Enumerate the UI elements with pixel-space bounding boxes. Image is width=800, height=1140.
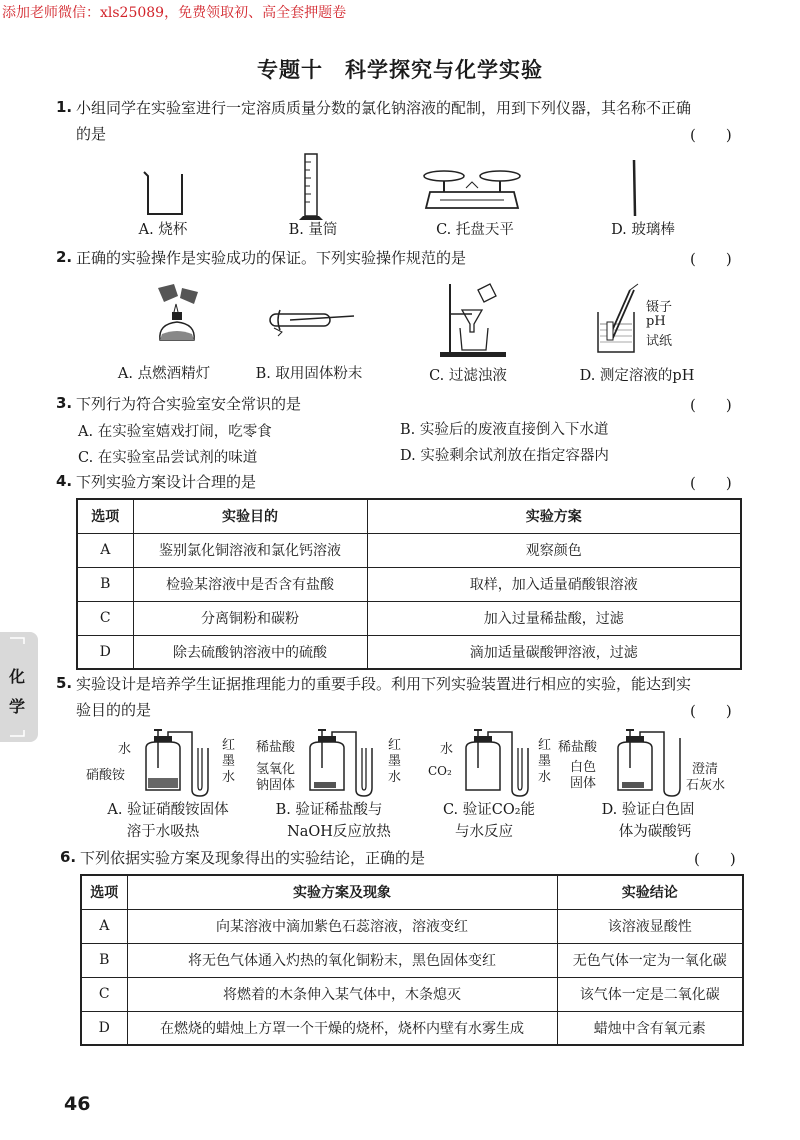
table-cell: B	[81, 943, 127, 977]
label-naoh-2: 钠固体	[256, 778, 296, 793]
table-header: 实验结论	[557, 875, 743, 909]
label-red-ink-b2: 墨	[388, 754, 402, 769]
table-cell: 无色气体一定为一氧化碳	[557, 943, 743, 977]
q1-caption-d: D. 玻璃棒	[611, 222, 675, 238]
q2-number: 2.	[56, 248, 73, 266]
table-cell: A	[81, 909, 127, 943]
q1-number: 1.	[56, 98, 73, 116]
q1-text-line1: 小组同学在实验室进行一定溶质质量分数的氯化钠溶液的配制，用到下列仪器，其名称不正确	[76, 99, 692, 117]
table-header: 选项	[81, 875, 127, 909]
q1-answer-blank: ( )	[690, 126, 732, 144]
q3-option-b: B. 实验后的废液直接倒入下水道	[400, 422, 609, 438]
label-red-ink-c2: 墨	[538, 754, 552, 769]
label-dilute-hcl-b: 稀盐酸	[256, 740, 296, 755]
table-cell: 将燃着的木条伸入某气体中，木条熄灭	[127, 977, 557, 1011]
label-tweezers: 镊子	[646, 300, 673, 315]
table-cell: 除去硫酸钠溶液中的硫酸	[133, 635, 367, 669]
q3-option-d: D. 实验剩余试剂放在指定容器内	[400, 448, 609, 464]
label-red-ink-b3: 水	[388, 770, 402, 785]
q4-number: 4.	[56, 472, 73, 490]
q2-caption-b: B. 取用固体粉末	[255, 366, 363, 382]
table-cell: C	[77, 601, 133, 635]
q2-caption-d: D. 测定溶液的pH	[579, 368, 695, 384]
q2-caption-a: A. 点燃酒精灯	[117, 366, 211, 382]
table-cell: C	[81, 977, 127, 1011]
q4-text: 下列实验方案设计合理的是	[76, 473, 257, 491]
q2-text: 正确的实验操作是实验成功的保证。下列实验操作规范的是	[76, 249, 467, 267]
q5-text-line2: 验目的的是	[76, 701, 152, 719]
label-water-c: 水	[440, 742, 454, 757]
label-water-a: 水	[118, 742, 132, 757]
label-red-ink-c1: 红	[538, 738, 552, 753]
balance-scale-icon	[420, 168, 524, 216]
table-header: 实验方案及现象	[127, 875, 557, 909]
side-tab-char-1: 化	[9, 667, 26, 686]
label-white-solid-1: 白色	[570, 760, 597, 775]
page-number: 46	[64, 1093, 91, 1115]
q5-caption-b1: B. 验证稀盐酸与	[275, 802, 383, 818]
table-header-row	[77, 499, 741, 533]
q1-caption-b: B. 量筒	[288, 222, 338, 238]
subject-side-tab	[0, 632, 38, 742]
q5-caption-c1: C. 验证CO₂能	[442, 802, 536, 818]
table-cell: D	[77, 635, 133, 669]
side-tab-char-2: 学	[9, 697, 26, 716]
test-tube-spatula-icon	[266, 302, 356, 338]
label-red-ink-a3: 水	[222, 770, 236, 785]
q3-text: 下列行为符合实验室安全常识的是	[76, 395, 302, 413]
label-naoh-1: 氢氧化	[256, 762, 296, 777]
q6-text: 下列依据实验方案及现象得出的实验结论，正确的是	[80, 849, 426, 867]
table-cell: B	[77, 567, 133, 601]
table-cell: 该气体一定是二氧化碳	[557, 977, 743, 1011]
q1-text-line2: 的是	[76, 125, 107, 143]
label-ammonium-nitrate: 硝酸铵	[86, 768, 126, 783]
table-cell: 观察颜色	[367, 533, 741, 567]
q3-number: 3.	[56, 394, 73, 412]
q5-caption-c2: 与水反应	[455, 824, 513, 840]
table-cell: 加入过量稀盐酸，过滤	[367, 601, 741, 635]
label-red-ink-a2: 墨	[222, 754, 236, 769]
label-limewater-2: 石灰水	[686, 778, 726, 793]
table-cell: 该溶液显酸性	[557, 909, 743, 943]
q1-caption-c: C. 托盘天平	[436, 222, 514, 238]
label-co2-c: CO₂	[428, 764, 452, 778]
table-header: 实验目的	[133, 499, 367, 533]
q5-caption-d2: 体为碳酸钙	[618, 824, 692, 840]
label-red-ink-b1: 红	[388, 738, 402, 753]
q1-caption-a: A. 烧杯	[138, 222, 188, 238]
q6-answer-blank: ( )	[694, 850, 736, 868]
q5-caption-a2: 溶于水吸热	[126, 824, 200, 840]
table-row	[77, 601, 741, 635]
label-limewater-1: 澄清	[692, 762, 719, 777]
table-row	[77, 635, 741, 669]
table-cell: 滴加适量碳酸钾溶液，过滤	[367, 635, 741, 669]
beaker-icon	[140, 168, 190, 218]
q6-number: 6.	[60, 848, 77, 866]
alcohol-lamp-icon	[148, 282, 206, 350]
q3-answer-blank: ( )	[690, 396, 732, 414]
glass-rod-icon	[628, 158, 642, 218]
table-header: 实验方案	[367, 499, 741, 533]
q4-answer-blank: ( )	[690, 474, 732, 492]
table-row	[81, 943, 743, 977]
table-cell: 鉴别氯化铜溶液和氯化钙溶液	[133, 533, 367, 567]
q5-text-line1: 实验设计是培养学生证据推理能力的重要手段。利用下列实验装置进行相应的实验，能达到实	[76, 675, 692, 693]
q2-answer-blank: ( )	[690, 250, 732, 268]
table-header-row	[81, 875, 743, 909]
q5-number: 5.	[56, 674, 73, 692]
q3-option-a: A. 在实验室嬉戏打闹，吃零食	[78, 424, 272, 440]
table-cell: 分离铜粉和碳粉	[133, 601, 367, 635]
table-cell: 检验某溶液中是否含有盐酸	[133, 567, 367, 601]
q5-answer-blank: ( )	[690, 702, 732, 720]
q3-option-c: C. 在实验室品尝试剂的味道	[78, 450, 258, 466]
table-cell: D	[81, 1011, 127, 1045]
label-test-paper: 试纸	[646, 334, 673, 349]
table-row	[81, 909, 743, 943]
label-red-ink-c3: 水	[538, 770, 552, 785]
q5-caption-d1: D. 验证白色固	[601, 802, 695, 818]
label-dilute-hcl-d: 稀盐酸	[558, 740, 598, 755]
q2-caption-c: C. 过滤浊液	[429, 368, 507, 384]
table-row	[77, 533, 741, 567]
q6-table	[80, 874, 744, 1046]
table-row	[81, 1011, 743, 1045]
table-header: 选项	[77, 499, 133, 533]
table-row	[81, 977, 743, 1011]
table-cell: A	[77, 533, 133, 567]
label-red-ink-a1: 红	[222, 738, 236, 753]
page-title: 专题十 科学探究与化学实验	[257, 58, 543, 82]
watermark-text: 添加老师微信：xls25089，免费领取初、高全套押题卷	[2, 5, 347, 21]
table-cell: 将无色气体通入灼热的氧化铜粉末，黑色固体变红	[127, 943, 557, 977]
table-row	[77, 567, 741, 601]
graduated-cylinder-icon	[296, 152, 326, 222]
q5-caption-a1: A. 验证硝酸铵固体	[107, 802, 229, 818]
q4-table	[76, 498, 742, 670]
table-cell: 向某溶液中滴加紫色石蕊溶液，溶液变红	[127, 909, 557, 943]
side-tab-bracket-icon	[0, 632, 38, 742]
filtration-apparatus-icon	[438, 280, 508, 360]
ph-test-icon	[594, 282, 644, 358]
table-cell: 在燃烧的蜡烛上方罩一个干燥的烧杯，烧杯内壁有水雾生成	[127, 1011, 557, 1045]
label-ph: pH	[646, 314, 666, 329]
table-cell: 取样，加入适量硝酸银溶液	[367, 567, 741, 601]
table-cell: 蜡烛中含有氧元素	[557, 1011, 743, 1045]
q5-caption-b2: NaOH反应放热	[287, 824, 391, 840]
label-white-solid-2: 固体	[570, 776, 597, 791]
